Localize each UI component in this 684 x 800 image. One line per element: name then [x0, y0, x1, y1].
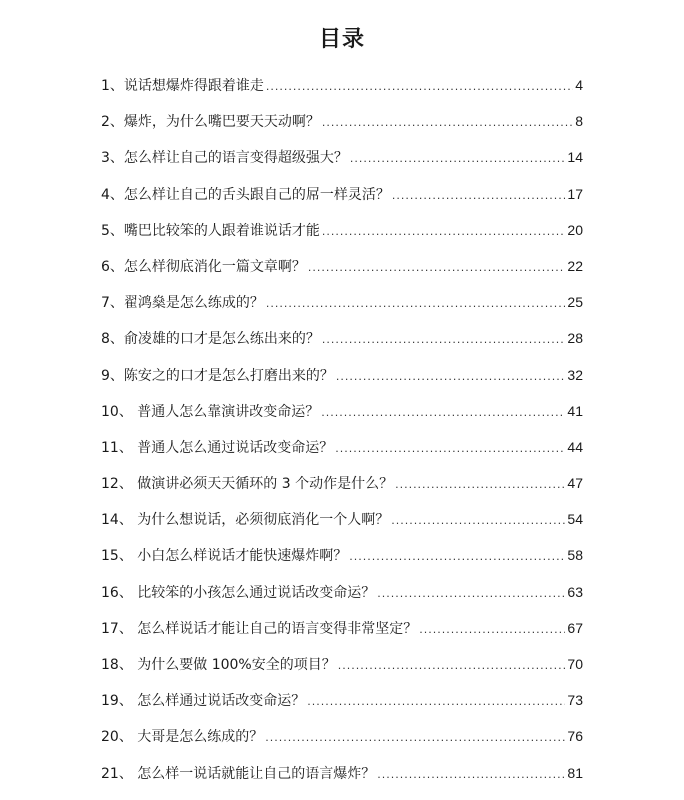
toc-entry-title: 12、 做演讲必须天天循环的 3 个动作是什么？	[101, 476, 394, 493]
toc-page-number: 28	[567, 330, 583, 347]
toc-dot-leader	[307, 687, 565, 717]
toc-page-number: 63	[567, 583, 583, 600]
toc-entry[interactable]	[101, 287, 583, 323]
toc-entry-title: 7、翟鸿燊是怎么练成的？	[101, 295, 264, 312]
toc-page-number: 76	[567, 728, 583, 745]
toc-entry-title: 11、 普通人怎么通过说话改变命运？	[101, 439, 334, 456]
toc-page-number: 70	[567, 656, 583, 672]
toc-dot-leader	[322, 108, 573, 138]
toc-entry-title: 18、 为什么要做 100%安全的项目？	[101, 657, 336, 673]
toc-entry-title: 16、 比较笨的小孩怎么通过说话改变命运？	[101, 584, 376, 601]
toc-dot-leader	[266, 289, 566, 319]
toc-title: 目录	[318, 27, 365, 52]
toc-entry-title: 20、 大哥是怎么练成的？	[101, 729, 264, 746]
toc-entry-title: 10、 普通人怎么靠演讲改变命运？	[101, 403, 320, 420]
toc-entry-title: 9、陈安之的口才是怎么打磨出来的？	[101, 367, 334, 384]
toc-dot-leader	[321, 398, 565, 428]
toc-dot-leader	[308, 253, 566, 283]
toc-dot-leader	[395, 470, 565, 500]
toc-entry[interactable]	[101, 142, 583, 178]
toc-page-number: 4	[575, 77, 583, 93]
toc-entry[interactable]	[101, 649, 583, 685]
toc-page-number: 25	[567, 294, 583, 311]
toc-page-number: 44	[567, 438, 583, 455]
toc-entry[interactable]	[101, 613, 583, 649]
toc-dot-leader	[338, 651, 566, 681]
toc-dot-leader	[350, 144, 566, 174]
toc-entry-title: 5、嘴巴比较笨的人跟着谁说话才能	[101, 222, 320, 239]
toc-entry[interactable]	[101, 179, 583, 215]
toc-dot-leader	[391, 506, 565, 536]
toc-page-number: 22	[567, 257, 583, 274]
toc-entry-title: 4、怎么样让自己的舌头跟自己的屌一样灵活？	[101, 186, 390, 203]
toc-dot-leader	[392, 181, 566, 211]
toc-page-number: 73	[567, 692, 583, 709]
toc-page-number: 67	[567, 619, 583, 636]
toc-page-number: 58	[567, 547, 583, 564]
toc-page-number: 54	[567, 511, 583, 528]
toc-entry-title: 19、 怎么样通过说话改变命运？	[101, 693, 306, 710]
toc-entry[interactable]	[101, 323, 583, 359]
toc-entry[interactable]	[101, 577, 583, 613]
toc-entry-title: 15、 小白怎么样说话才能快速爆炸啊？	[101, 548, 348, 565]
toc-entry[interactable]	[101, 251, 583, 287]
toc-page-number: 32	[567, 366, 583, 383]
toc-dot-leader	[377, 579, 565, 609]
toc-entry[interactable]	[101, 685, 583, 721]
toc-entry[interactable]	[101, 721, 583, 757]
toc-page-number: 8	[575, 113, 583, 130]
toc-dot-leader	[322, 325, 566, 355]
toc-dot-leader	[335, 434, 565, 464]
toc-entry[interactable]	[101, 468, 583, 504]
toc-page-number: 14	[567, 149, 583, 166]
toc-page-number: 17	[567, 185, 583, 202]
toc-entry[interactable]	[101, 432, 583, 468]
table-of-contents	[101, 70, 583, 794]
toc-page-number: 47	[567, 475, 583, 492]
toc-dot-leader	[322, 217, 566, 247]
toc-entry-title: 2、爆炸，为什么嘴巴要天天动啊？	[101, 114, 320, 131]
toc-page-number: 20	[567, 221, 583, 238]
toc-entry[interactable]	[101, 106, 583, 142]
toc-dot-leader	[419, 615, 565, 645]
toc-entry-title: 17、 怎么样说话才能让自己的语言变得非常坚定？	[101, 620, 418, 637]
toc-page-number: 41	[567, 402, 583, 419]
toc-entry[interactable]	[101, 540, 583, 576]
toc-dot-leader	[336, 362, 566, 392]
toc-dot-leader	[349, 542, 565, 572]
toc-entry-title: 21、 怎么样一说话就能让自己的语言爆炸？	[101, 765, 376, 782]
toc-entry[interactable]	[101, 70, 583, 106]
toc-entry-title: 3、怎么样让自己的语言变得超级强大？	[101, 150, 348, 167]
toc-entry[interactable]	[101, 758, 583, 794]
toc-dot-leader	[377, 760, 565, 790]
toc-entry-title: 1、说话想爆炸得跟着谁走	[101, 78, 264, 94]
toc-entry-title: 14、 为什么想说话，必须彻底消化一个人啊？	[101, 512, 390, 529]
toc-entry[interactable]	[101, 215, 583, 251]
toc-entry-title: 8、俞凌雄的口才是怎么练出来的？	[101, 331, 320, 348]
toc-page-number: 81	[567, 764, 583, 781]
toc-entry[interactable]	[101, 360, 583, 396]
toc-dot-leader	[265, 723, 565, 753]
toc-dot-leader	[266, 72, 573, 102]
toc-entry[interactable]	[101, 396, 583, 432]
toc-entry[interactable]	[101, 504, 583, 540]
toc-entry-title: 6、怎么样彻底消化一篇文章啊？	[101, 258, 306, 275]
